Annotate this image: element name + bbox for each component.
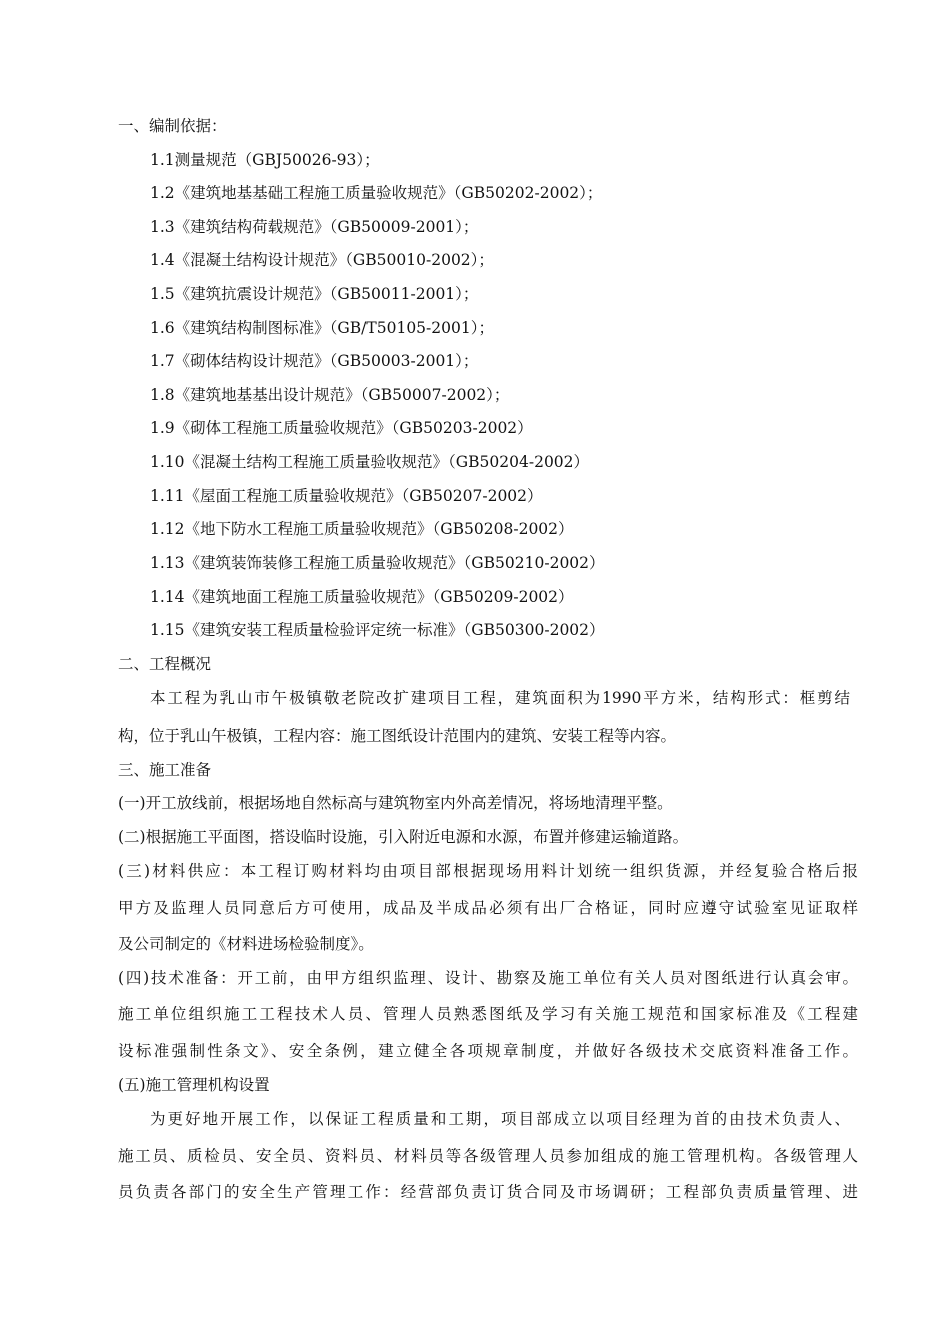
prep-item-3-line2: 甲方及监理人员同意后方可使用，成品及半成品必须有出厂合格证，同时应遵守试验室见证取样 (118, 899, 858, 917)
prep-item-2: (二)根据施工平面图，搭设临时设施，引入附近电源和水源，布置并修建运输道路。 (118, 828, 689, 846)
prep-item-5-heading: (五)施工管理机构设置 (118, 1076, 270, 1094)
section3-heading: 三、施工准备 (118, 761, 212, 779)
standard-item-1-12: 1.12《地下防水工程施工质量验收规范》（GB50208-2002） (150, 520, 574, 538)
management-paragraph-line2: 施工员、质检员、安全员、资料员、材料员等各级管理人员参加组成的施工管理机构。各级管理人 (118, 1147, 858, 1165)
management-paragraph-line1: 为更好地开展工作，以保证工程质量和工期，项目部成立以项目经理为首的由技术负责人、 (150, 1110, 850, 1128)
standard-item-1-1: 1.1测量规范（GBJ50026-93）； (150, 151, 380, 169)
standard-item-1-14: 1.14《建筑地面工程施工质量验收规范》（GB50209-2002） (150, 588, 574, 606)
standard-item-1-5: 1.5《建筑抗震设计规范》（GB50011-2001）； (150, 285, 479, 303)
management-paragraph-line3: 员负责各部门的安全生产管理工作：经营部负责订货合同及市场调研；工程部负责质量管理、进 (118, 1183, 858, 1201)
section1-heading: 一、编制依据： (118, 117, 227, 135)
standard-item-1-9: 1.9《砌体工程施工质量验收规范》（GB50203-2002） (150, 419, 533, 437)
section2-heading: 二、工程概况 (118, 655, 212, 673)
overview-paragraph-line2: 构，位于乳山午极镇，工程内容：施工图纸设计范围内的建筑、安装工程等内容。 (118, 727, 677, 745)
standard-item-1-7: 1.7《砌体结构设计规范》（GB50003-2001）； (150, 352, 479, 370)
standard-item-1-11: 1.11《屋面工程施工质量验收规范》（GB50207-2002） (150, 487, 543, 505)
prep-item-1: (一)开工放线前，根据场地自然标高与建筑物室内外高差情况，将场地清理平整。 (118, 794, 673, 812)
standard-item-1-3: 1.3《建筑结构荷载规范》（GB50009-2001）； (150, 218, 479, 236)
prep-item-3-line3: 及公司制定的《材料进场检验制度》。 (118, 935, 374, 953)
standard-item-1-8: 1.8《建筑地基基出设计规范》（GB50007-2002）； (150, 386, 510, 404)
standard-item-1-4: 1.4《混凝土结构设计规范》（GB50010-2002）； (150, 251, 494, 269)
prep-item-4-line2: 施工单位组织施工工程技术人员、管理人员熟悉图纸及学习有关施工规范和国家标准及《工程建 (118, 1005, 858, 1023)
standard-item-1-2: 1.2《建筑地基基础工程施工质量验收规范》（GB50202-2002）； (150, 184, 603, 202)
standard-item-1-6: 1.6《建筑结构制图标准》（GB/T50105-2001）； (150, 319, 494, 337)
standard-item-1-13: 1.13《建筑装饰装修工程施工质量验收规范》（GB50210-2002） (150, 554, 605, 572)
prep-item-4-line1: (四)技术准备：开工前，由甲方组织监理、设计、勘察及施工单位有关人员对图纸进行认真会审。 (118, 969, 858, 987)
prep-item-4-line3: 设标准强制性条文》、安全条例，建立健全各项规章制度，并做好各级技术交底资料准备工作。 (118, 1042, 858, 1060)
prep-item-3-line1: (三)材料供应：本工程订购材料均由项目部根据现场用料计划统一组织货源，并经复验合格后报 (118, 862, 858, 880)
standard-item-1-15: 1.15《建筑安装工程质量检验评定统一标准》（GB50300-2002） (150, 621, 605, 639)
standard-item-1-10: 1.10《混凝土结构工程施工质量验收规范》（GB50204-2002） (150, 453, 590, 471)
overview-paragraph-line1: 本工程为乳山市午极镇敬老院改扩建项目工程，建筑面积为1990平方米，结构形式：框剪结 (150, 689, 850, 707)
